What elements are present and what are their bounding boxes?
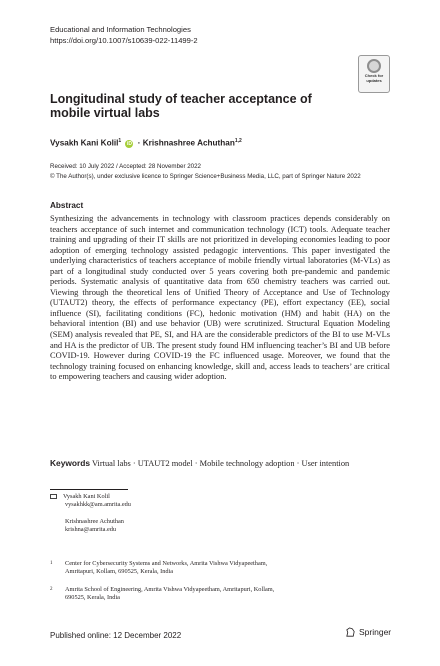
affiliation-line: Amrita School of Engineering, Amrita Vishwa Vidyapeetham, Amritapuri, Kollam, bbox=[65, 586, 275, 593]
published-online: Published online: 12 December 2022 bbox=[50, 631, 182, 640]
author-separator: · bbox=[137, 138, 141, 148]
author-affiliation-ref: 1,2 bbox=[234, 138, 242, 144]
affiliation-number: 2 bbox=[50, 587, 53, 592]
abstract-heading: Abstract bbox=[50, 201, 84, 210]
affiliation-line: Amritapuri, Kollam, 690525, Kerala, India bbox=[65, 568, 174, 576]
affiliation-number: 1 bbox=[50, 561, 53, 566]
article-dates bbox=[50, 162, 361, 182]
affiliation bbox=[50, 560, 370, 577]
doi-link[interactable]: https://doi.org/10.1007/s10639-022-11499-2 bbox=[50, 36, 198, 45]
author-name[interactable]: Krishnashree Achuthan bbox=[142, 138, 235, 148]
envelope-icon bbox=[50, 494, 57, 499]
orcid-icon[interactable]: iD bbox=[126, 140, 132, 147]
keywords-text: Virtual labs · UTAUT2 model · Mobile technology adoption · User intention bbox=[91, 459, 350, 468]
received-accepted-line: Received: 10 July 2022 / Accepted: 28 November 2022 bbox=[50, 163, 202, 170]
author-name[interactable]: Vysakh Kani Kolil bbox=[50, 138, 119, 148]
keywords bbox=[50, 458, 390, 470]
affiliation-line: Center for Cybersecurity Systems and Networks, Amrita Vishwa Vidyapeetham, bbox=[65, 560, 268, 567]
copyright-line: © The Author(s), under exclusive licence to Springer Science+Business Media, LLC, part of Springer Nature 2022 bbox=[50, 173, 361, 180]
footnote-rule bbox=[50, 489, 128, 490]
contact-name: Vysakh Kani Kolil bbox=[63, 493, 110, 500]
affiliation bbox=[50, 586, 370, 603]
abstract-body: Synthesizing the advancements in technology with classroom practices depends considerably on teachers acceptance of such internet and communication technology (ICT) tools. Adequate teacher training and upgrading of their IT skills are not prioritized in developing economies leading to poor adoption of emerging technology assisted pedagogic interventions. This paper investigated the underlying characteristics of teachers acceptance of mobile friendly virtual laboratories (M-VLs) as part of a longitudinal study conducted over 5 years covering both pre-pandemic and pandemic periods. Systematic analysis of quantitative data from 650 chemistry teachers was carried out. Viewing through the theoretical lens of Unified Theory of Acceptance and Use of Technology (UTAUT2) theory, the effects of performance expectancy (PE), effort expectancy (EE), social influence (SI), facilitating conditions (FC), hedonic motivation (HM) and habit (HA) on the behavioral intention (BI) and use behavior (UB) were scrutinized. Structural Equation Modeling (SEM) analysis revealed that PE, SI, and HA are the considerable predictors of the BI to use M-VLs and HA is the predictor of UB. The present study found HM influencing teacher’s BI and UB before COVID-19. However during COVID-19 the FC influenced usage. Moreover, we found that the technology training focused on enhancing knowledge, skill and, access leads to teachers’ are critical to empowering teachers and causing wider adoption. bbox=[50, 214, 390, 382]
springer-horse-icon bbox=[345, 627, 356, 638]
author-list bbox=[50, 138, 370, 148]
affiliation-line: 690525, Kerala, India bbox=[65, 594, 120, 602]
contact-email[interactable]: vysakhkk@am.amrita.edu bbox=[65, 501, 131, 509]
bookmark-icon bbox=[367, 59, 381, 73]
journal-name: Educational and Information Technologies bbox=[50, 25, 191, 34]
publisher-name: Springer bbox=[359, 627, 392, 637]
publisher-logo bbox=[345, 627, 391, 638]
journal-header bbox=[50, 24, 198, 46]
article-title: Longitudinal study of teacher acceptance of mobile virtual labs bbox=[50, 92, 312, 120]
check-badge-label: Check for updates bbox=[364, 73, 384, 83]
keywords-label: Keywords bbox=[50, 458, 91, 468]
check-for-updates-badge[interactable] bbox=[358, 55, 390, 93]
contact-name: Krishnashree Achuthan bbox=[65, 517, 124, 525]
contact-info bbox=[50, 493, 131, 535]
contact-email[interactable]: krishna@amrita.edu bbox=[65, 526, 117, 534]
author-affiliation-ref: 1 bbox=[118, 138, 122, 144]
